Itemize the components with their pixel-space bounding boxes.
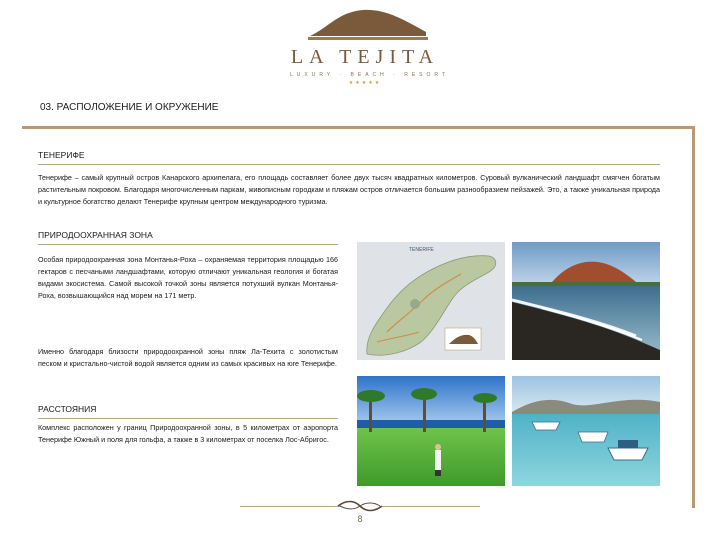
distances-rule <box>38 418 338 419</box>
footer-line-left <box>240 506 340 507</box>
tenerife-rule <box>38 164 660 165</box>
logo-title: LA TEJITA <box>290 46 440 68</box>
nature-zone-text-2: Именно благодаря близости природоохранной зоны пляж Ла-Техита с золотистым песком и кристально-чистой водой является одним из самых красивых на юге Тенерифе. <box>38 347 338 368</box>
nature-zone-text-1: Особая природоохранная зона Монтанья-Роха – охраняемая территория площадью 166 гектаров с песчаными ландшафтами, которую отличают уникальная геология и богатая видами экосистема. Самой высокой точкой зоны является потухший вулкан Монтанья-Роха, возвышающийся над морем на 171 метр. <box>38 255 338 300</box>
boats-image <box>512 376 660 486</box>
logo-subtitle: LUXURY · BEACH · RESORT <box>290 72 449 78</box>
tenerife-map-image <box>357 242 505 360</box>
footer-line-right <box>380 506 480 507</box>
golf-course-image <box>357 376 505 486</box>
footer-ornament-icon <box>336 500 384 512</box>
nature-zone-rule <box>38 244 338 245</box>
frame-right-line <box>692 126 695 508</box>
logo-stars: ★★★★★ <box>348 80 382 86</box>
frame-top-line <box>22 126 694 129</box>
page-number: 8 <box>357 514 363 524</box>
logo-mountain-icon <box>308 6 428 40</box>
distances-text: Комплекс расположен у границ Природоохранной зоны, в 5 километрах от аэропорта Тенерифе Южный и поля для гольфа, а также в 3 километрах от поселка Лос-Абригос. <box>38 423 338 444</box>
tenerife-text: Тенерифе – самый крупный остров Канарского архипелага, его площадь составляет более двух тысяч квадратных километров. Суровый вулканический ландшафт смягчен богатым растительным покровом. Благодаря многочисленным паркам, живописным городкам и пляжам остров отличается большим разнообразием пейзажей. Это, а также уникальная природа и культурное богатство делают Тенерифе крупным центром международного туризма. <box>38 173 660 206</box>
section-title: 03. РАСПОЛОЖЕНИЕ И ОКРУЖЕНИЕ <box>40 102 219 113</box>
beach-volcano-image <box>512 242 660 360</box>
nature-zone-heading: ПРИРОДООХРАННАЯ ЗОНА <box>38 230 153 240</box>
tenerife-heading: ТЕНЕРИФЕ <box>38 150 85 160</box>
distances-heading: РАССТОЯНИЯ <box>38 404 97 414</box>
map-label: TENERIFE <box>409 247 434 253</box>
